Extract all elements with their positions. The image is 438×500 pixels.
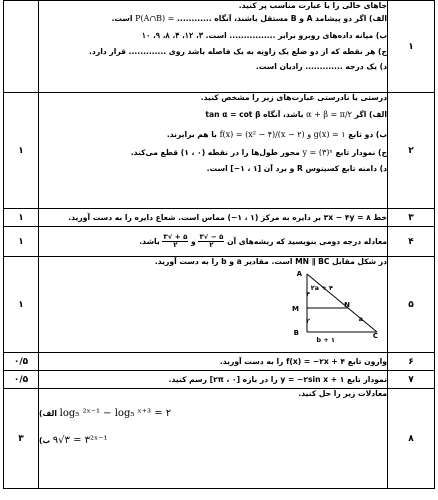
score-cell: ۰/۵ — [4, 353, 39, 371]
root-b: $\frac{۵ + √۳}{۲}$ — [163, 233, 188, 249]
item-b: ب) دو تابع f(x) = (x² − ۴)/(x − ۲) و g(x) = ۱ با هم برابرند. — [166, 130, 387, 140]
question-text: وارون تابع f(x) = −۲x + ۴ را به دست آورید. — [39, 353, 388, 371]
question-number: ۷ — [388, 371, 435, 389]
question-text: نمودار تابع y = −۲sin x + ۱ را در بازه [۰ ، ۲π] رسم کنید. — [39, 371, 388, 389]
item-c: ج) نمودار تابع y = (۳)ˣ محور طول‌ها را در نقطه (۰ ، ۱) قطع می‌کند. — [130, 148, 387, 158]
vertex-n-label: N — [344, 301, 350, 310]
segment-nc-label: a — [358, 315, 363, 324]
question-number: ۱ — [388, 1, 435, 93]
question-text: معادله درجه دومی بنویسید که ریشه‌های آن $\frac{۵ - √۳}{۲}$ و $\frac{۵ + √۳}{۲}$ باشد. — [39, 227, 388, 257]
question-number: ۳ — [388, 209, 435, 227]
question-number: ۴ — [388, 227, 435, 257]
question-number: ۵ — [388, 257, 435, 353]
question-text — [39, 93, 388, 209]
exam-table — [3, 0, 435, 489]
score-cell: ۱ — [4, 209, 39, 227]
equation-a: (الف log₅ ²ˣ⁻¹ − log₅ ˣ⁺³ = ۲ — [39, 408, 172, 420]
score-cell — [4, 1, 39, 93]
question-row-2 — [4, 93, 435, 209]
segment-mb-label: ۲ — [306, 317, 310, 326]
item-c: ج) هر نقطه که از دو ضلع یک زاویه به یک فاصله باشد روی ............. قرار دارد. — [89, 46, 387, 56]
question-text — [39, 1, 388, 93]
score-cell: ۰/۵ — [4, 371, 39, 389]
score-cell: ۱ — [4, 257, 39, 353]
item-d: د) دامنه تابع کسینوس R و برد آن [۱ ، ۱−] است. — [206, 164, 387, 174]
question-row-1 — [4, 1, 435, 93]
vertex-b-label: B — [293, 329, 299, 338]
question-text — [39, 257, 388, 353]
segment-bc-label: b + ۱ — [316, 336, 335, 345]
triangle-diagram — [277, 268, 387, 344]
question-number: ۲ — [388, 93, 435, 209]
question-row-3 — [4, 209, 435, 227]
question-title: در شکل مقابل MN ∥ BC است. مقادیر a و b را به دست آورید. — [154, 257, 387, 266]
question-row-8 — [4, 389, 435, 489]
question-text — [39, 389, 388, 489]
question-number: ۶ — [388, 353, 435, 371]
question-title: درستی یا نادرستی عبارت‌های زیر را مشخص کنید. — [200, 93, 387, 102]
vertex-m-label: M — [292, 305, 299, 314]
item-b: ب) میانه داده‌های روبرو برابر ................ است. ۱۰ ،۹ ،۸ ،۴ ،۱۲ ،۳ — [141, 30, 387, 41]
question-text: خط ۸ = ۳x − ۴y بر دایره به مرکز (۱ ، ۱−) مماس است. شعاع دایره را به دست آورید. — [39, 209, 388, 227]
item-a: الف) اگر α + β = π/۲ باشد، آنگاه tan α = cot β — [205, 110, 387, 120]
question-row-5 — [4, 257, 435, 353]
question-row-6 — [4, 353, 435, 371]
item-d: د) یک درجه ............. رادیان است. — [255, 62, 387, 72]
question-number: ۸ — [388, 389, 435, 489]
question-row-4 — [4, 227, 435, 257]
segment-an-label: ۲a + ۴ — [310, 284, 333, 293]
question-title: معادلات زیر را حل کنید. — [298, 389, 387, 398]
segment-am-label: ۴ — [306, 290, 310, 299]
root-a: $\frac{۵ - √۳}{۲}$ — [199, 233, 224, 249]
item-a: الف) اگر دو پیشامد A و B مستقل باشند، آنگاه ............ P(A∩B) = است. — [111, 14, 387, 24]
equation-b: (ب ۹√۳ = ۳²ˣ⁻¹ — [39, 434, 108, 446]
vertex-a-label: A — [296, 270, 302, 279]
score-cell: ۱ — [4, 93, 39, 209]
vertex-c-label: C — [372, 332, 378, 341]
score-cell: ۳ — [4, 389, 39, 489]
question-row-7 — [4, 371, 435, 389]
score-cell: ۱ — [4, 227, 39, 257]
question-title: جاهای خالی را با عبارت مناسب پر کنید. — [238, 1, 387, 10]
